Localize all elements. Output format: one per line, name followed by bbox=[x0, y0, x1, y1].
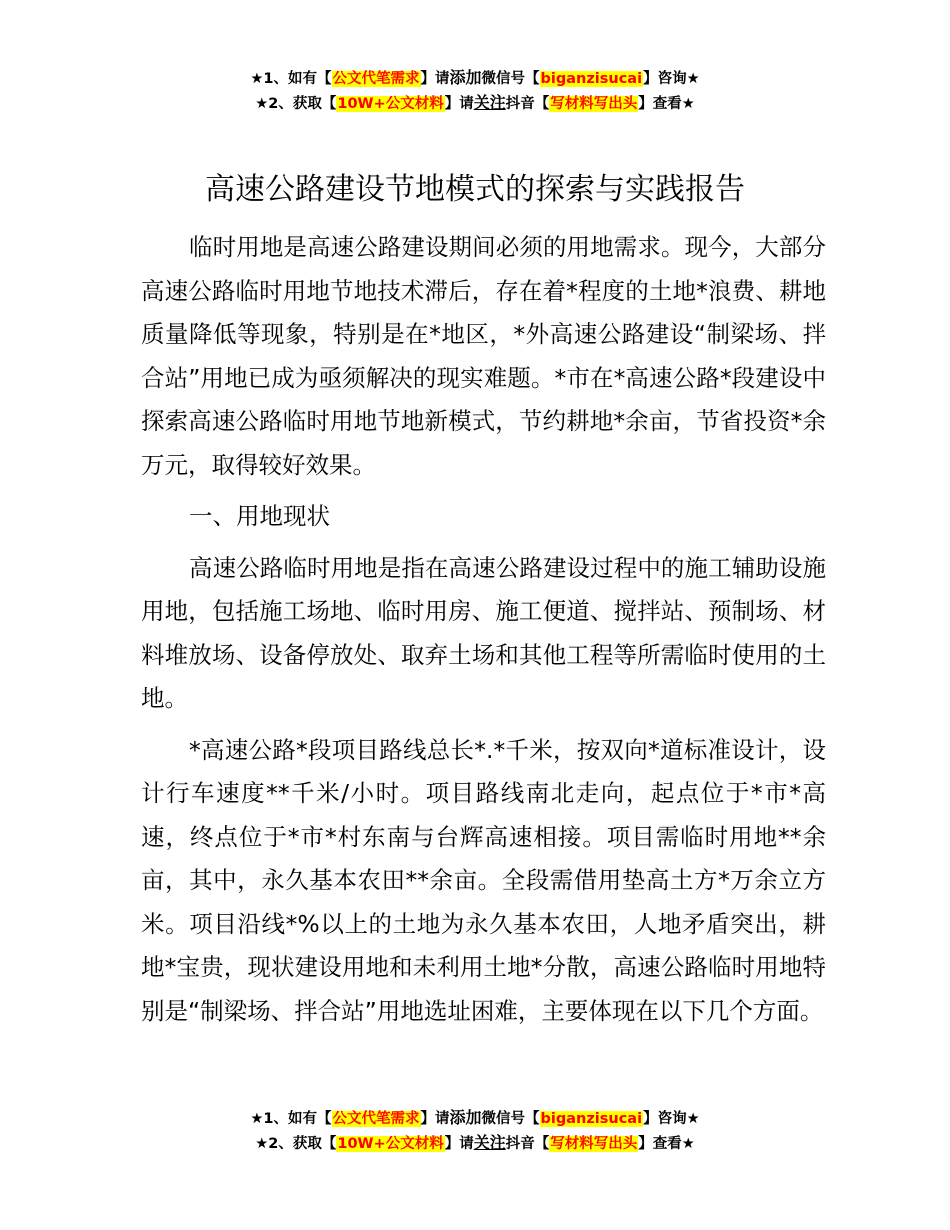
footer-banner bbox=[0, 1106, 950, 1156]
banner-line-2 bbox=[0, 91, 950, 116]
banner-text: ★2、获取【 bbox=[255, 96, 337, 112]
banner-highlight: 10W+公文材料 bbox=[337, 1136, 444, 1152]
banner-line-1 bbox=[0, 66, 950, 91]
banner-line-2 bbox=[0, 1131, 950, 1156]
section-heading: 一、用地现状 bbox=[189, 502, 330, 530]
banner-text: ★2、获取【 bbox=[255, 1136, 337, 1152]
banner-text: 】咨询★ bbox=[643, 71, 700, 87]
banner-text: 抖音【 bbox=[505, 96, 550, 112]
banner-text: 】请 bbox=[420, 71, 450, 87]
banner-text: 微信号【 bbox=[481, 71, 540, 87]
header-banner bbox=[0, 66, 950, 116]
document-body bbox=[141, 226, 826, 1033]
banner-text: 抖音【 bbox=[505, 1136, 550, 1152]
paragraph-project: *高速公路*段项目路线总长*.*千米，按双向*道标准设计，设计行车速度**千米/小时。项目路线南北走向，起点位于*市*高速，终点位于*市*村东南与台辉高速相接。项目需临时用地**余亩，其中，永久基本农田**余亩。全段需借用垫高土方*万余立方米。项目沿线*%以上的土地为永久基本农田，人地矛盾突出，耕地*宝贵，现状建设用地和未利用土地*分散，高速公路临时用地特别是“制梁场、拌合站”用地选址困难，主要体现在以下几个方面。 bbox=[141, 735, 826, 1025]
banner-highlight: 写材料写出头 bbox=[550, 96, 638, 112]
banner-line-1 bbox=[0, 1106, 950, 1131]
banner-highlight: biganzisucai bbox=[540, 71, 643, 87]
banner-highlight: 写材料写出头 bbox=[550, 1136, 638, 1152]
banner-highlight: 10W+公文材料 bbox=[337, 96, 444, 112]
banner-text: 微信号【 bbox=[481, 1111, 540, 1127]
paragraph-definition: 高速公路临时用地是指在高速公路建设过程中的施工辅助设施用地，包括施工场地、临时用房、施工便道、搅拌站、预制场、材料堆放场、设备停放处、取弃土场和其他工程等所需临时使用的土地。 bbox=[141, 553, 826, 712]
banner-text: 】请 bbox=[444, 1136, 474, 1152]
document-title: 高速公路建设节地模式的探索与实践报告 bbox=[205, 172, 745, 207]
banner-text: 】咨询★ bbox=[643, 1111, 700, 1127]
banner-highlight: biganzisucai bbox=[540, 1111, 643, 1127]
banner-highlight: 公文代笔需求 bbox=[332, 71, 420, 87]
banner-text: 】查看★ bbox=[638, 96, 695, 112]
banner-text: 】请 bbox=[444, 96, 474, 112]
banner-text: ★1、如有【 bbox=[250, 1111, 332, 1127]
banner-highlight: 公文代笔需求 bbox=[332, 1111, 420, 1127]
banner-emphasis: 添加 bbox=[449, 1108, 482, 1127]
banner-text: 】请 bbox=[420, 1111, 450, 1127]
banner-emphasis: 关注 bbox=[473, 93, 506, 112]
banner-emphasis: 添加 bbox=[449, 68, 482, 87]
banner-text: ★1、如有【 bbox=[250, 71, 332, 87]
banner-text: 】查看★ bbox=[638, 1136, 695, 1152]
banner-emphasis: 关注 bbox=[473, 1133, 506, 1152]
paragraph-intro: 临时用地是高速公路建设期间必须的用地需求。现今，大部分高速公路临时用地节地技术滞后，存在着*程度的土地*浪费、耕地质量降低等现象，特别是在*地区，*外高速公路建设“制梁场、拌合站”用地已成为亟须解决的现实难题。*市在*高速公路*段建设中探索高速公路临时用地节地新模式，节约耕地*余亩，节省投资*余万元，取得较好效果。 bbox=[141, 233, 826, 479]
